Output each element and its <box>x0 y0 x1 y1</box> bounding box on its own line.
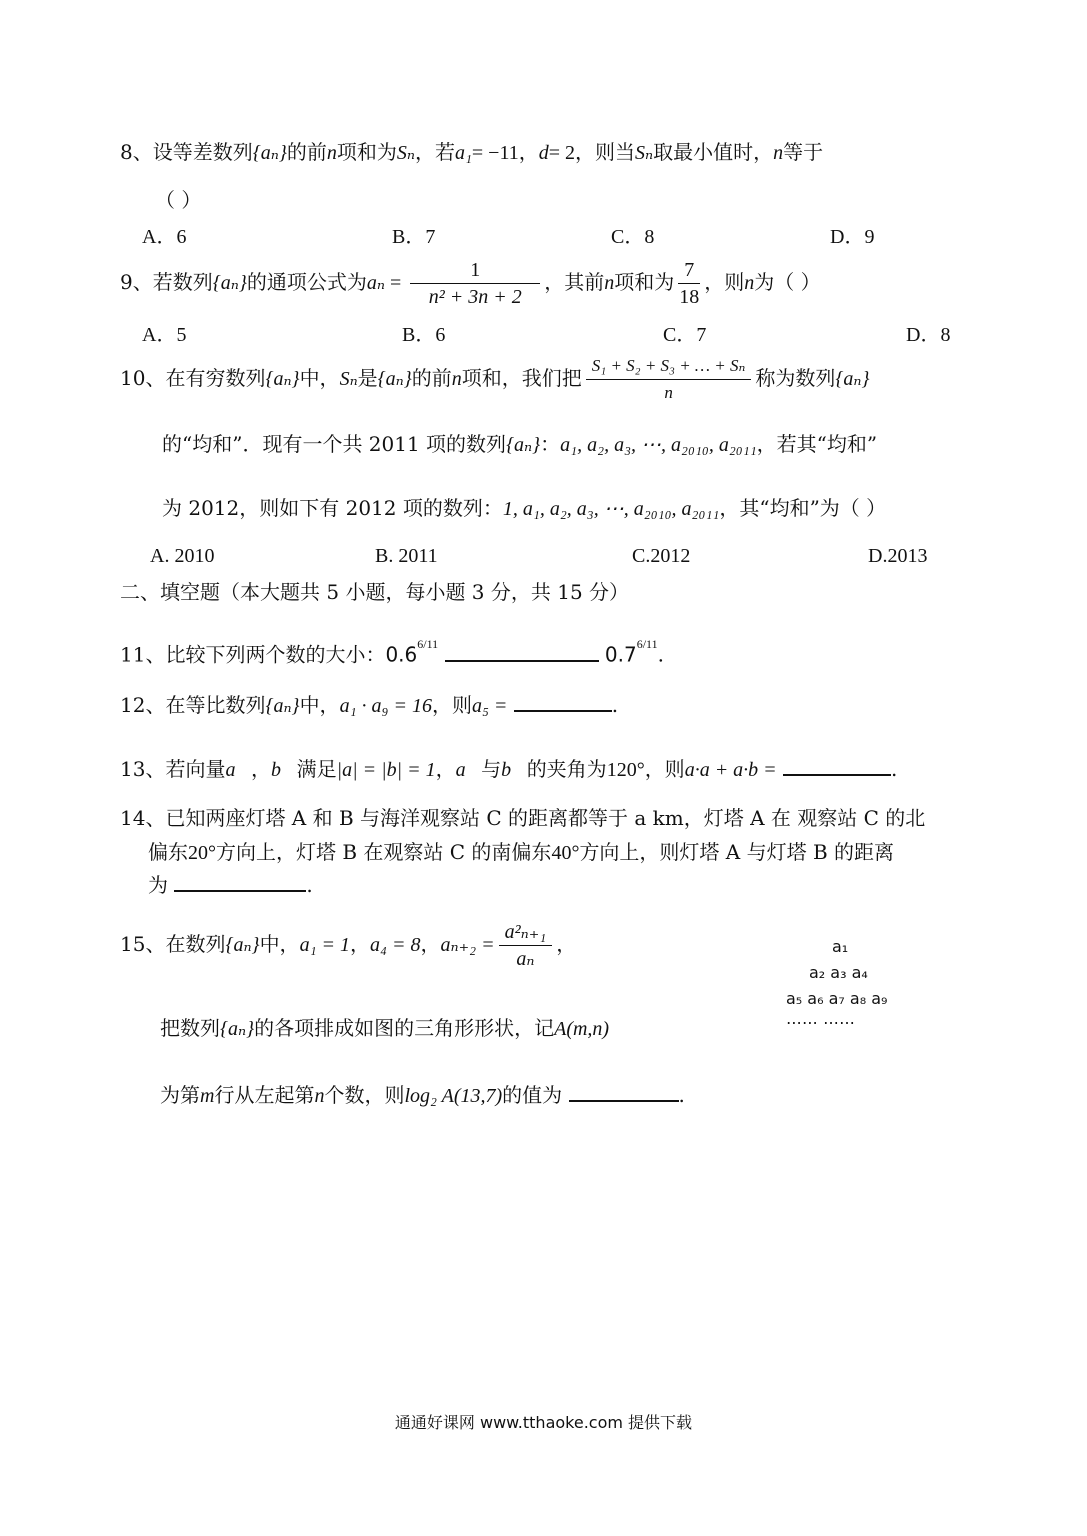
triangle-row-ellipsis: ⋯⋯ ⋯⋯ <box>786 1013 856 1032</box>
q10-line3: 为 2012，则如下有 2012 项的数列：1, a₁, a₂, a₃, ⋯, a₂₀₁₀, a₂₀₁₁，其“均和”为（ ） <box>162 496 887 520</box>
q10-choice-c: C.2012 <box>632 545 691 567</box>
q12-line: 12、在等比数列{aₙ}中，a₁ · a₉ = 16，则a₅ = . <box>120 690 618 720</box>
q8-choice-d: D．9 <box>830 226 875 248</box>
q13-line: 13、若向量a⃗，b⃗满足|a| = |b| = 1，a⃗与b⃗的夹角为120°，则a·a + a·b = . <box>120 754 897 784</box>
q10-line2: 的“均和”．现有一个共 2011 项的数列{aₙ}：a₁, a₂, a₃, ⋯, a₂₀₁₀, a₂₀₁₁，若其“均和” <box>162 432 878 456</box>
q14-line2: 偏东20°方向上，灯塔 B 在观察站 C 的南偏东40°方向上，则灯塔 A 与灯塔 B 的距离 <box>148 840 895 864</box>
q10-line1: 10、在有穷数列{aₙ}中，Sₙ是{aₙ}的前n项和，我们把 $\frac{\text{S₁ + S₂ + S₃ + … + Sₙ}}{n}$ 称为数列{aₙ} <box>120 348 870 409</box>
q10-choice-d: D.2013 <box>868 545 928 567</box>
q11-line: 11、比较下列两个数的大小：$0.6^{6/11}$ $0.7^{6/11}$. <box>120 637 664 667</box>
q14-line1: 14、已知两座灯塔 A 和 B 与海洋观察站 C 的距离都等于 a km，灯塔 A 在 观察站 C 的北 <box>120 806 926 830</box>
page-footer: 通通好课网 www.tthaoke.com 提供下载 <box>394 1413 693 1432</box>
q8-choice-a: A．6 <box>142 226 187 248</box>
q9-formula-fraction: $\frac{1}{\text{n² + 3n + 2}}$ <box>410 257 540 310</box>
q15-line2: 把数列{aₙ}的各项排成如图的三角形形状，记A(m,n) <box>160 1016 610 1040</box>
q10-choice-b: B. 2011 <box>375 545 438 567</box>
q9-line1: 9、若数列{aₙ}的通项公式为aₙ = $\frac{1}{\text{n² + 3n + 2}}$ ，其前n项和为 $\frac{7}{18}$ ，则n为（ ） <box>120 259 821 308</box>
triangle-row-1: a₁ <box>832 937 849 956</box>
q8-choice-b: B．7 <box>392 226 436 248</box>
q14-answer-blank[interactable] <box>174 870 306 892</box>
q9-choice-a: A．5 <box>142 324 187 346</box>
q10-choice-a: A. 2010 <box>150 545 215 567</box>
q8-line1: 8、设等差数列{aₙ}的前n项和为Sₙ，若a₁= −11，d= 2，则当Sₙ取最小值时，n等于 <box>120 140 824 164</box>
q9-choice-d: D．8 <box>906 324 951 346</box>
triangle-row-3: a₅ a₆ a₇ a₈ a₉ <box>786 989 888 1008</box>
q15-line3: 为第m行从左起第n个数，则log₂ A(13,7)的值为 . <box>160 1080 685 1110</box>
q13-answer-blank[interactable] <box>783 754 891 776</box>
q15-recurrence-fraction: $\frac{\text{a²ₙ₊₁}}{\text{aₙ}}$ <box>499 919 553 972</box>
triangle-row-2: a₂ a₃ a₄ <box>809 963 868 982</box>
q14-line3: 为 . <box>148 870 313 899</box>
q12-answer-blank[interactable] <box>514 690 612 712</box>
q15-line1: 15、在数列{aₙ}中，a₁ = 1，a₄ = 8，aₙ₊₂ = $\frac{\text{a²ₙ₊₁}}{\text{aₙ}}$ ， <box>120 921 577 970</box>
q8-choice-c: C．8 <box>611 226 655 248</box>
section-2-heading: 二、填空题（本大题共 5 小题，每小题 3 分，共 15 分） <box>120 580 630 604</box>
q8-answer-paren: （ ） <box>155 188 202 212</box>
q9-choice-c: C．7 <box>663 324 707 346</box>
q9-choice-b: B．6 <box>402 324 446 346</box>
q10-average-fraction: $\frac{\text{S₁ + S₂ + S₃ + … + Sₙ}}{n}$ <box>586 353 752 406</box>
q9-sum-fraction: $\frac{7}{18}$ <box>679 259 700 308</box>
q15-answer-blank[interactable] <box>569 1080 679 1102</box>
q11-answer-blank[interactable] <box>445 640 599 662</box>
